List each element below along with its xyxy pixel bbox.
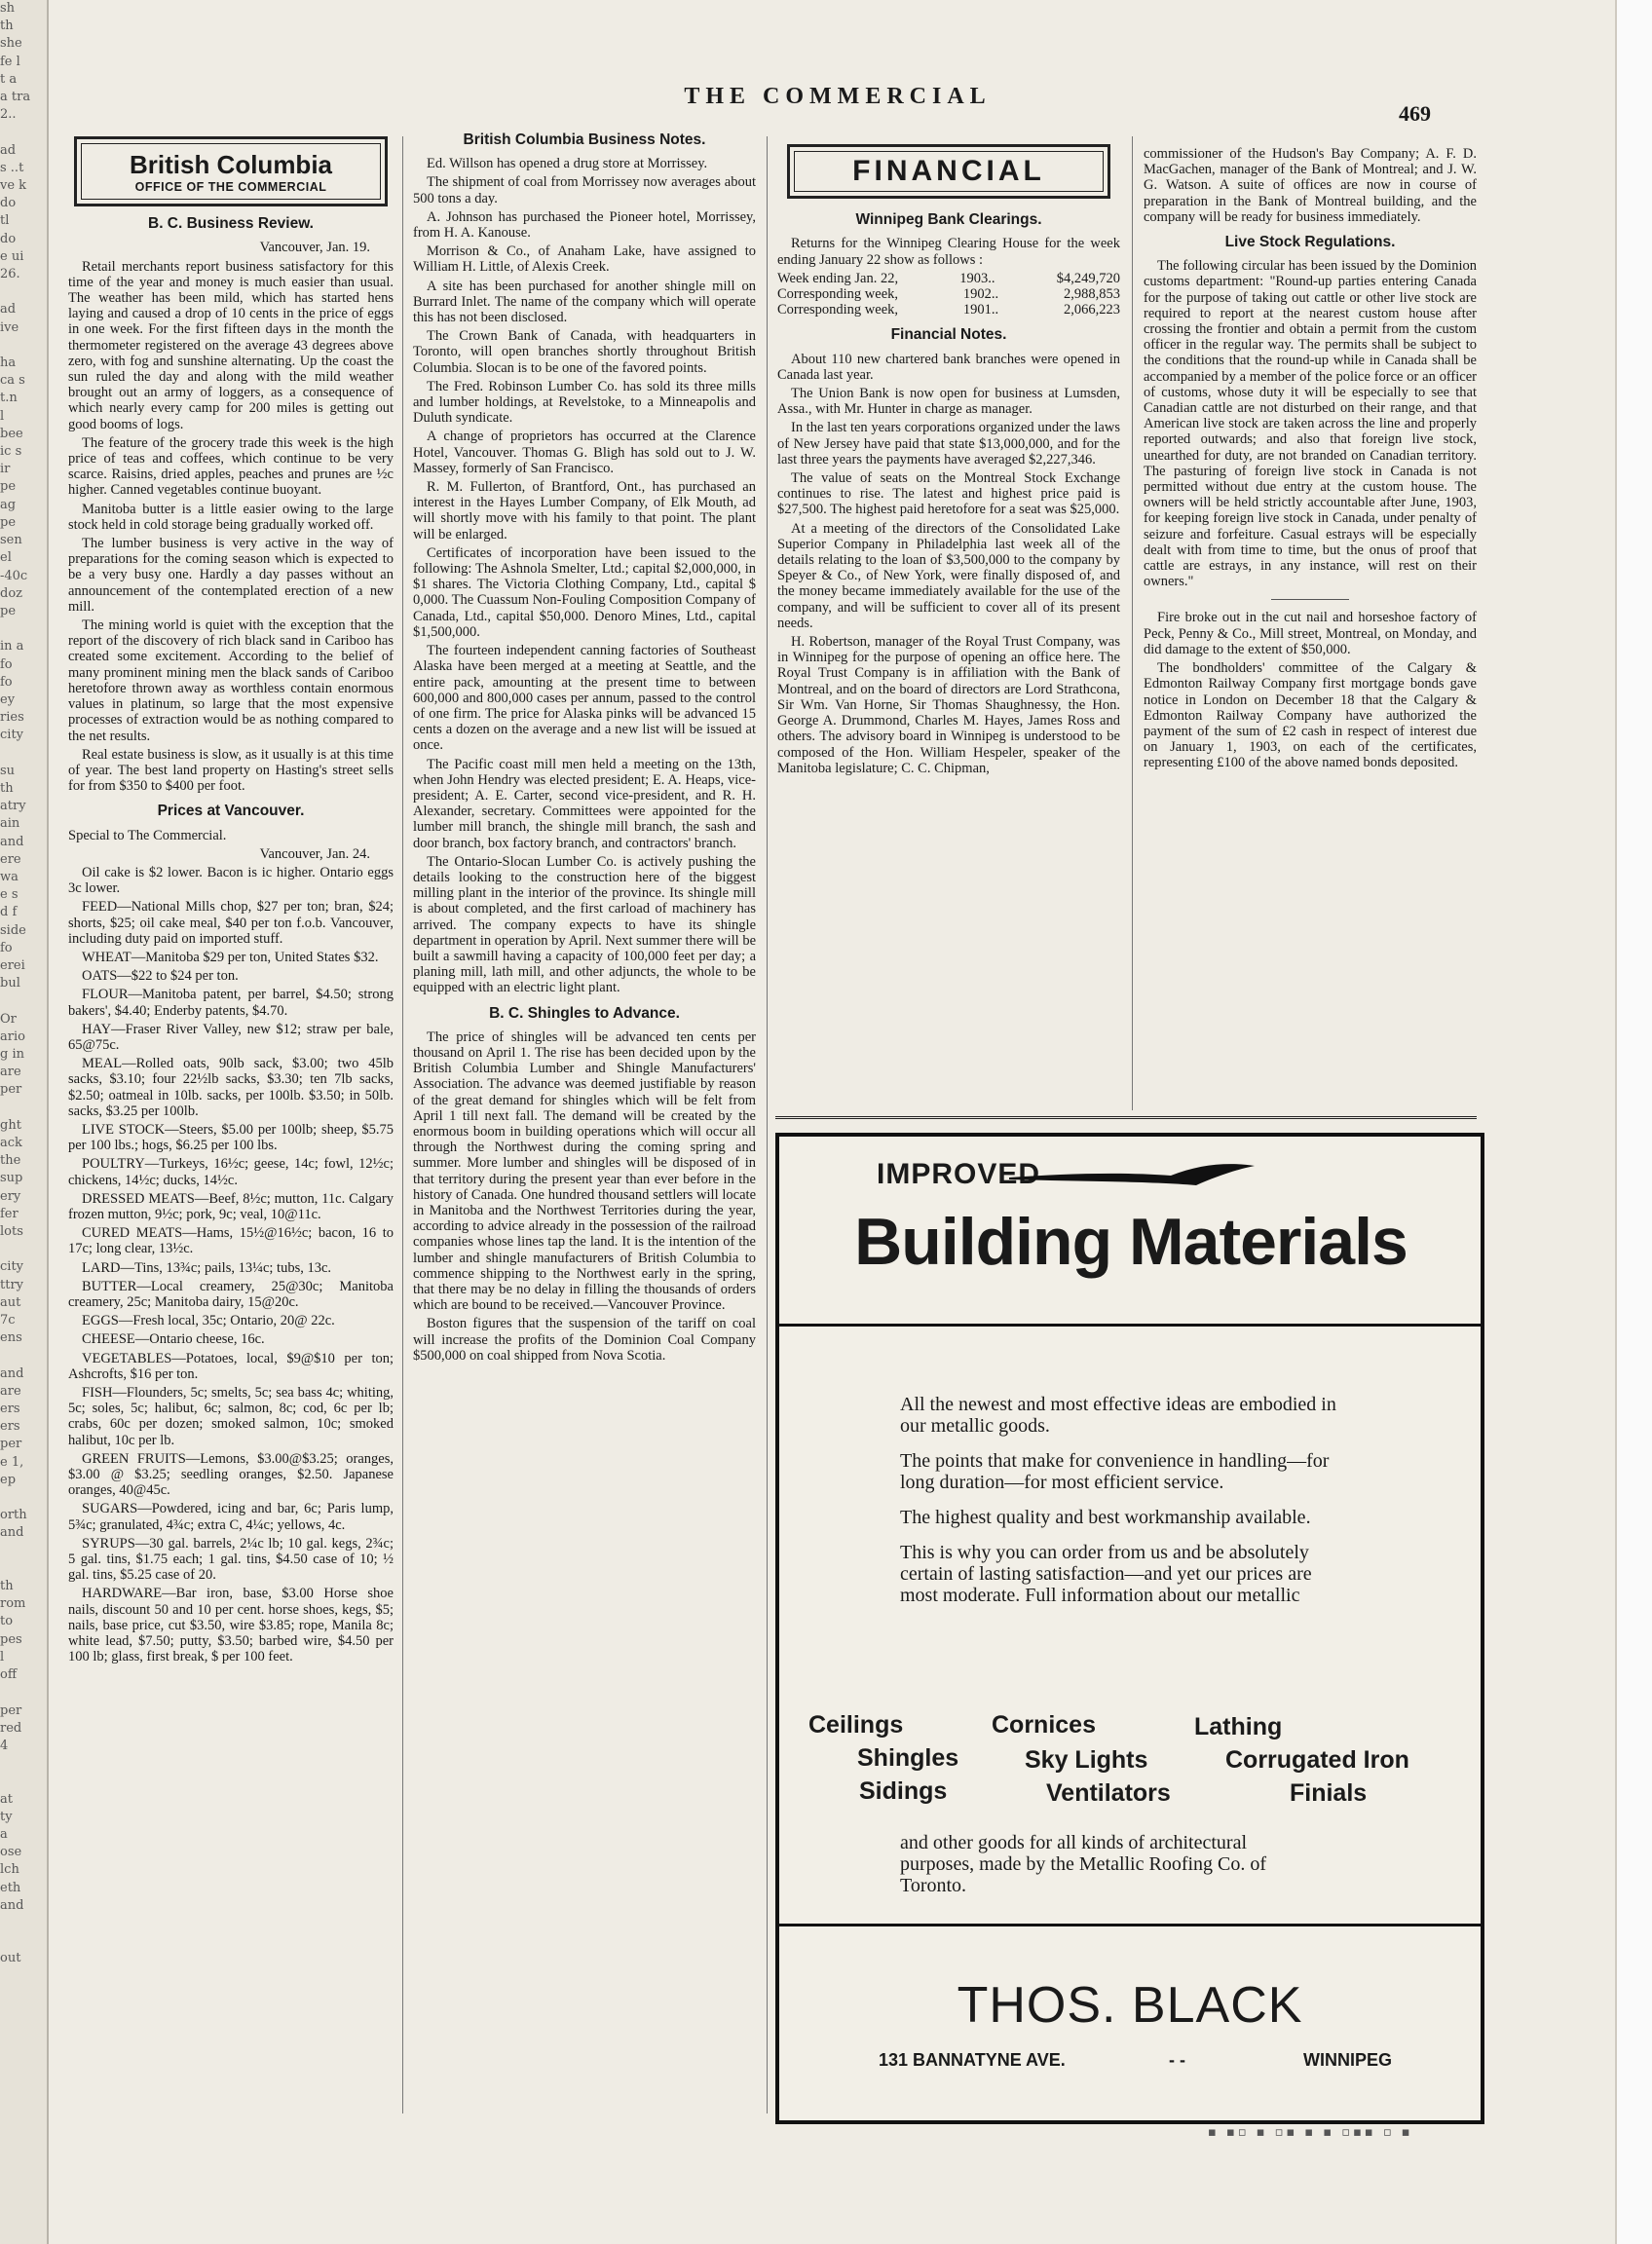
gutter-fragment: 26. bbox=[0, 267, 20, 282]
gutter-fragment: -40c bbox=[0, 568, 28, 583]
prices-dateline: Vancouver, Jan. 24. bbox=[259, 845, 370, 862]
ad-body-paragraph: All the newest and most effective ideas are embodied in our metallic goods. bbox=[900, 1394, 1336, 1437]
ad-body-paragraph: This is why you can order from us and be absolutely certain of lasting satisfaction—and yet our prices are most moderate. Full information about our metallic bbox=[900, 1542, 1312, 1606]
gutter-fragment bbox=[0, 337, 47, 355]
gutter-fragment: lch bbox=[0, 1862, 19, 1878]
gutter-fragment: and bbox=[0, 1365, 24, 1381]
british-columbia-box bbox=[74, 136, 388, 206]
gutter-fragment bbox=[0, 992, 47, 1010]
business-note: A site has been purchased for another shingle mill on Burrard Inlet. The name of the company which will operate this has not been disclosed. bbox=[413, 278, 756, 326]
price-entry: FEED—National Mills chop, $27 per ton; bran, $24; shorts, $25; oil cake meal, $40 per ton f.o.b. Vancouver, including duty paid on imported stuff. bbox=[68, 899, 394, 947]
column-1 bbox=[68, 136, 394, 1667]
gutter-fragment: pe bbox=[0, 514, 17, 530]
gutter-fragment: ack bbox=[0, 1136, 22, 1150]
section-divider bbox=[1271, 599, 1349, 600]
livestock-body bbox=[1144, 258, 1477, 589]
gutter-fragment: a bbox=[0, 1826, 8, 1842]
column-3 bbox=[777, 142, 1120, 779]
gutter-fragment: ad bbox=[0, 142, 17, 158]
gutter-fragment: pes bbox=[0, 1631, 22, 1647]
gutter-fragment: su bbox=[0, 763, 16, 778]
gutter-fragment: fo bbox=[0, 674, 13, 690]
gutter-fragment: sup bbox=[0, 1171, 23, 1186]
gutter-fragment bbox=[0, 1684, 47, 1702]
prices-special: Special to The Commercial. bbox=[68, 827, 227, 843]
review-paragraph: Manitoba butter is a little easier owing to the large stock held in cold storage being gradually worked off. bbox=[68, 501, 394, 533]
gutter-fragment bbox=[0, 1755, 47, 1773]
gutter-fragment: pe bbox=[0, 603, 17, 618]
adjacent-page-gutter bbox=[0, 0, 49, 2244]
clearings-amount: 2,066,223 bbox=[1064, 302, 1120, 318]
clearings-heading: Winnipeg Bank Clearings. bbox=[855, 211, 1042, 229]
review-paragraph: The lumber business is very active in the way of preparations for the coming season which is expected to be a very busy one. Hardly a day passes without an announcement of the contemplated erection of a new mill. bbox=[68, 536, 394, 615]
gutter-fragment: erei bbox=[0, 957, 25, 973]
gutter-fragment: ers bbox=[0, 1402, 20, 1417]
price-entry: LIVE STOCK—Steers, $5.00 per 100lb; sheep, $5.75 per 100 lbs.; hogs, $6.25 per 100 lbs. bbox=[68, 1121, 394, 1154]
bc-notes-heading: British Columbia Business Notes. bbox=[463, 131, 706, 148]
gutter-fragment: fo bbox=[0, 656, 13, 672]
product-ceilings: Ceilings bbox=[808, 1711, 904, 1739]
gutter-fragment: orth bbox=[0, 1508, 27, 1523]
price-entry: VEGETABLES—Potatoes, local, $9@$10 per ton; Ashcrofts, $16 per ton. bbox=[68, 1350, 394, 1382]
price-entry: FISH—Flounders, 5c; smelts, 5c; sea bass 4c; whiting, 5c; soles, 5c; halibut, 6c; salmon, 8c; cod, 6c per lb; crabs, 60c per dozen; smoked salmon, 10c; smoked halibut, 10c per lb. bbox=[68, 1385, 394, 1448]
price-entry: HAY—Fraser River Valley, new $12; straw per bale, 65@75c. bbox=[68, 1021, 394, 1053]
gutter-fragment: fo bbox=[0, 940, 13, 955]
clearings-amount: $4,249,720 bbox=[1056, 270, 1120, 286]
gutter-fragment: th bbox=[0, 1579, 14, 1594]
price-entry: WHEAT—Manitoba $29 per ton, United States $32. bbox=[82, 949, 379, 965]
box-title: British Columbia bbox=[129, 150, 332, 179]
ad-improved: IMPROVED bbox=[877, 1158, 1041, 1190]
business-note: The Fred. Robinson Lumber Co. has sold its three mills and lumber holdings, at Revelstoke, to a Minneapolis and Duluth syndicate. bbox=[413, 378, 756, 427]
gutter-fragment: ive bbox=[0, 319, 19, 335]
gutter-fragment: red bbox=[0, 1720, 22, 1736]
column-2 bbox=[413, 132, 756, 1366]
gutter-fragment bbox=[0, 745, 47, 763]
swoosh-ornament-icon bbox=[1005, 1160, 1258, 1195]
product-ventilators: Ventilators bbox=[1046, 1779, 1171, 1807]
financial-box bbox=[787, 144, 1110, 199]
gutter-fragment: ers bbox=[0, 1419, 20, 1435]
gutter-fragment: Or bbox=[0, 1011, 17, 1027]
price-entry: SYRUPS—30 gal. barrels, 2¼c lb; 10 gal. kegs, 2¾c; 5 gal. tins, $1.75 each; 1 gal. tins, $4.50 case of 10; ½ gal. tins, $5.25 case of 20. bbox=[68, 1535, 394, 1584]
ad-body-paragraph: The points that make for convenience in handling—for long duration—for most efficient service. bbox=[900, 1450, 1330, 1493]
column-rule bbox=[767, 136, 768, 2113]
fire-paragraph: Fire broke out in the cut nail and horseshoe factory of Peck, Penny & Co., Mill street, Montreal, on Monday, and did damage to the extent of $50,000. bbox=[1144, 610, 1477, 657]
shingles-paragraph: Boston figures that the suspension of the tariff on coal will increase the profits of the Dominion Coal Company $500,000 on coal shipped from Nova Scotia. bbox=[413, 1316, 756, 1364]
gutter-fragment: ario bbox=[0, 1028, 25, 1044]
gutter-fragment: bee bbox=[0, 426, 23, 441]
livestock-paragraph: The following circular has been issued by the Dominion customs department: "Round-up parties entering Canada for the purpose of taking out cattle or other live stock are required to report at the nearest custom house after crossing the frontier and obtain a permit from the custom officer in the regular way. The permits shall be subject to the conditions that the round-up while in Canada shall be accompanied by a member of the police force or an officer of customs, whose duty it will be especially to see that Canadian cattle are not disturbed on their range, and that American live stock are taken across the line and properly reported outwards; and also that foreign live stock, unearthed for duty, are not branded on Canadian territory. The pasturing of foreign live stock in Canada is not permitted without due entry at the custom house. The owners will be held strictly accountable after June, 1903, for keeping foreign live stock in Canada, under penalty of seizure and forfeiture. Casual estrays will be especially dealt with from time to time, but the onus of proof that cattle are estrays, in any instance, will rest on their owners." bbox=[1144, 258, 1477, 590]
financial-note: In the last ten years corporations organized under the laws of New Jersey have paid that state $13,000,000, and for the last three years the payments have averaged $2,227,346. bbox=[777, 420, 1120, 468]
price-entry: Oil cake is $2 lower. Bacon is ic higher. Ontario eggs 3c lower. bbox=[68, 864, 394, 897]
price-entry: CHEESE—Ontario cheese, 16c. bbox=[82, 1331, 265, 1348]
business-review-body bbox=[68, 259, 394, 795]
review-paragraph: Retail merchants report business satisfactory for this time of the year and money is much easier than usual. The weather has been mild, which has started hens laying and caused a drop of 10 cents in the price of eggs in one week. For the first fifteen days in the month the thermometer registered on the average 43 degrees above zero, with fog and sunshine alternating. Up the coast the sun ruled the day and along with the mild weather brought out an army of loggers, as a consequence of which nearly every camp for 200 miles is getting out good booms of logs. bbox=[68, 258, 394, 432]
column-rule bbox=[402, 136, 403, 2113]
gutter-fragment: 7c bbox=[0, 1313, 16, 1328]
gutter-fragment: per bbox=[0, 1082, 22, 1098]
financial-title: FINANCIAL bbox=[794, 151, 1104, 192]
product-lathing: Lathing bbox=[1194, 1713, 1283, 1740]
gutter-fragment bbox=[0, 1241, 47, 1258]
review-dateline: Vancouver, Jan. 19. bbox=[259, 240, 370, 256]
business-note: The fourteen independent canning factories of Southeast Alaska have been merged at a meeting at Seattle, and the entire pack, amounting at the present time to between 600,000 and 800,000 cases per annum, passed to the control of one firm. The price for Alaska pinks will be advanced 15 cents a dozen on the average and a new list will be issued at once. bbox=[413, 643, 756, 754]
gutter-fragment: ca s bbox=[0, 373, 25, 389]
clearings-label: Week ending Jan. 22, bbox=[777, 270, 899, 286]
gutter-fragment: ries bbox=[0, 710, 24, 726]
gutter-fragment: ose bbox=[0, 1845, 22, 1860]
product-finials: Finials bbox=[1290, 1779, 1368, 1807]
price-entry: SUGARS—Powdered, icing and bar, 6c; Paris lump, 5¾c; granulated, 4¾c; extra C, 4¼c; yellows, 4c. bbox=[68, 1501, 394, 1533]
business-note: The Ontario-Slocan Lumber Co. is actively pushing the details looking to the construction here of the biggest milling plant in the interior of the province. Its shingle mill is about completed, and the first carload of machinery has arrived. The company expects to have its shingle department in operation by April. Next summer there will be built a sawmill having a capacity of 100,000 feet per day; a planing mill, lath mill, and other adjuncts, the whole to be equipped with an electric light plant. bbox=[413, 853, 756, 996]
gutter-fragment: wa bbox=[0, 869, 19, 884]
gutter-fragment: tl bbox=[0, 213, 10, 229]
gutter-fragment: l bbox=[0, 408, 5, 424]
price-entry: FLOUR—Manitoba patent, per barrel, $4.50; strong bakers', $4.40; Enderby patents, $4.70. bbox=[68, 987, 394, 1019]
gutter-fragment: fer bbox=[0, 1206, 19, 1221]
gutter-fragment: and bbox=[0, 1897, 24, 1913]
price-entry: LARD—Tins, 13¾c; pails, 13¼c; tubs, 13c. bbox=[82, 1259, 332, 1276]
price-entry: CURED MEATS—Hams, 15½@16½c; bacon, 16 to 17c; long clear, 13½c. bbox=[68, 1225, 394, 1257]
gutter-fragment: eth bbox=[0, 1880, 21, 1895]
gutter-fragment: d f bbox=[0, 905, 18, 920]
gutter-fragment: aut bbox=[0, 1294, 21, 1310]
print-smudge: ▪ ▪▫ ▪ ▫▪ ▪ ▪ ▫▪▪ ▫ ▪ bbox=[1208, 2125, 1413, 2140]
gutter-fragment: ir bbox=[0, 462, 11, 477]
gutter-fragment: ght bbox=[0, 1117, 21, 1133]
gutter-fragment: ad bbox=[0, 302, 17, 318]
gutter-fragment: th bbox=[0, 780, 14, 796]
gutter-fragment: t.n bbox=[0, 391, 18, 406]
shingles-body bbox=[413, 1029, 756, 1364]
business-note: The shipment of coal from Morrissey now averages about 500 tons a day. bbox=[413, 174, 756, 206]
gutter-fragment bbox=[0, 283, 47, 301]
gutter-fragment: ve k bbox=[0, 178, 27, 194]
business-note: A. Johnson has purchased the Pioneer hotel, Morrissey, from H. A. Kanouse. bbox=[413, 208, 756, 242]
advertiser-address: 131 BANNATYNE AVE. bbox=[879, 2050, 1066, 2070]
gutter-fragment: e s bbox=[0, 887, 19, 903]
gutter-fragment: fe l bbox=[0, 54, 20, 69]
financial-notes-heading: Financial Notes. bbox=[890, 326, 1007, 344]
gutter-fragment: ey bbox=[0, 692, 16, 707]
gutter-fragment bbox=[0, 1100, 47, 1117]
review-paragraph: Real estate business is slow, as it usually is at this time of year. The best land property on Hasting's street sells for from $350 to $400 per foot. bbox=[68, 746, 394, 795]
clearings-year: 1901.. bbox=[962, 302, 999, 318]
gutter-fragment: ep bbox=[0, 1472, 17, 1487]
financial-notes-body bbox=[777, 352, 1120, 776]
gutter-fragment: doz bbox=[0, 585, 22, 601]
gutter-fragment: e 1, bbox=[0, 1454, 24, 1470]
product-sky-lights: Sky Lights bbox=[1025, 1746, 1148, 1774]
financial-note: H. Robertson, manager of the Royal Trust Company, was in Winnipeg for the purpose of opening an office here. The Royal Trust Company is in affiliation with the Bank of Montreal, and on the board of directors are Lord Strathcona, Sir Wm. Van Horne, Sir Thomas Shaughnessy, the Hon. George A. Drummond, Charles M. Hayes, James Ross and others. The advisory board in Winnipeg is understood to be composed of the Hon. William Hespeler, speaker of the Manitoba legislature; C. C. Chipman, bbox=[777, 634, 1120, 776]
clearings-label: Corresponding week, bbox=[777, 302, 899, 318]
gutter-fragment bbox=[0, 1932, 47, 1950]
ad-body-paragraph: The highest quality and best workmanship available. bbox=[900, 1507, 1311, 1528]
business-review-heading: B. C. Business Review. bbox=[148, 215, 314, 233]
product-cornices: Cornices bbox=[992, 1711, 1096, 1739]
address-dashes: - - bbox=[1169, 2050, 1185, 2070]
price-entry: POULTRY—Turkeys, 16½c; geese, 14c; fowl, 12½c; chickens, 14½c; ducks, 14½c. bbox=[68, 1156, 394, 1188]
gutter-fragment: are bbox=[0, 1065, 21, 1080]
gutter-fragment: out bbox=[0, 1951, 21, 1966]
gutter-fragment: the bbox=[0, 1153, 21, 1169]
box-subtitle: OFFICE OF THE COMMERCIAL bbox=[134, 180, 327, 194]
business-note: Morrison & Co., of Anaham Lake, have assigned to William H. Little, of Alexis Creek. bbox=[413, 243, 756, 276]
price-entry: HARDWARE—Bar iron, base, $3.00 Horse shoe nails, discount 50 and 10 per cent. horse shoes, kegs, $5; nails, base price, cut $3.50, wire $3.85; rope, Manila 8c; white lead, $7.50; putty, $3.50; barbed wire, $4.50 per 100 lb; glass, first break, $ per 100 feet. bbox=[68, 1586, 394, 1665]
gutter-fragment: do bbox=[0, 196, 17, 211]
clearings-row bbox=[777, 286, 1120, 302]
running-title: THE COMMERCIAL bbox=[684, 84, 992, 109]
gutter-fragment: ic s bbox=[0, 444, 22, 460]
gutter-fragment bbox=[0, 124, 47, 141]
clearings-label: Corresponding week, bbox=[777, 286, 899, 303]
ad-divider-bottom bbox=[779, 1924, 1481, 1926]
column-rule bbox=[1132, 136, 1133, 1110]
business-note: R. M. Fullerton, of Brantford, Ont., has purchased an interest in the Hayes Lumber Company, of Elk Mouth, ad will shortly move with his family to that point. The plant will be enlarged. bbox=[413, 479, 756, 542]
gutter-fragment: g in bbox=[0, 1046, 24, 1062]
gutter-fragment: ere bbox=[0, 851, 21, 867]
business-note: The Pacific coast mill men held a meeting on the 13th, when John Hendry was elected president; E. A. Heaps, vice-president; A. E. Carter, second vice-president, and R. H. Alexander, secretary. Committees were appointed for the lumber mill branch, the shingle mill branch, the sash and door branch, box factory branch, and contractors' branch. bbox=[413, 756, 756, 851]
financial-note: About 110 new chartered bank branches were opened in Canada last year. bbox=[777, 351, 1120, 383]
gutter-fragment bbox=[0, 620, 47, 638]
gutter-fragment: el bbox=[0, 550, 12, 566]
gutter-fragment bbox=[0, 1489, 47, 1507]
product-corrugated-iron: Corrugated Iron bbox=[1225, 1746, 1409, 1774]
business-note: Ed. Willson has opened a drug store at Morrissey. bbox=[427, 156, 708, 172]
gutter-fragment: ain bbox=[0, 816, 20, 832]
gutter-fragment: sh bbox=[0, 1, 16, 16]
gutter-fragment: ag bbox=[0, 497, 17, 512]
continued-paragraph: commissioner of the Hudson's Bay Company; A. F. D. MacGachen, manager of the Bank of Montreal; and J. W. G. Watson. A suite of offices are now in course of preparation in the Bank of Montreal building, and the company will be ready for business immediately. bbox=[1144, 146, 1477, 225]
column-4 bbox=[1144, 146, 1477, 774]
shingles-paragraph: The price of shingles will be advanced ten cents per thousand on April 1. The rise has been decided upon by the British Columbia Lumber and Shingle Manufacturers' Association. The advance was deemed justifiable by reason of the great demand for shingles which will be felt from April 1 till next fall. The demand will be created by the enormous boom in building operations which will occur all through the Northwest during the coming spring and summer. More lumber and shingles will be disposed of in that territory during the present year than ever before in the history of Canada. One hundred thousand settlers will locate in Manitoba and the Northwest Territories during the year, according to advice already in the possession of the railroad companies whose lines tap the land. It is the intention of the lumber and shingle manufacturers of British Columbia to commence shipping to the Northwest early in the spring, that there may be no delay in filling the thousands of orders which are bound to be received.—Vancouver Province. bbox=[413, 1028, 756, 1314]
ad-top-rule bbox=[775, 1116, 1477, 1119]
gutter-fragment: a tra bbox=[0, 90, 31, 105]
bonds-paragraph: The bondholders' committee of the Calgary & Edmonton Railway Company first mortgage bonds gave notice in London on December 18 that the Calgary & Edmonton Railway Company have authorized the payment of the sum of £2 cash in respect of interest due on January 1, 1903, on each of the certificates, representing £100 of the above named bonds deposited. bbox=[1144, 660, 1477, 771]
gutter-fragment: pe bbox=[0, 479, 17, 495]
shingles-heading: B. C. Shingles to Advance. bbox=[489, 1004, 680, 1022]
gutter-fragment: atry bbox=[0, 799, 26, 814]
ad-headline: Building Materials bbox=[854, 1205, 1408, 1279]
clearings-amount: 2,988,853 bbox=[1064, 286, 1120, 303]
clearings-year: 1903.. bbox=[959, 270, 995, 286]
price-entry: MEAL—Rolled oats, 90lb sack, $3.00; two 45lb sacks, $3.10; four 22½lb sacks, $3.30; ten 7lb sacks, $2.50; oatmeal in 10lb. sacks, per 100lb. $3.50; in 50lb. sacks, $3.25 per 100lb. bbox=[68, 1056, 394, 1119]
gutter-fragment: do bbox=[0, 231, 17, 246]
price-entry: GREEN FRUITS—Lemons, $3.00@$3.25; oranges, $3.00 @ $3.25; seedling oranges, $2.50. Japanese oranges, 40@45c. bbox=[68, 1450, 394, 1499]
clearings-year: 1902.. bbox=[962, 286, 999, 303]
price-entry: EGGS—Fresh local, 35c; Ontario, 20@ 22c. bbox=[82, 1313, 335, 1329]
gutter-fragment bbox=[0, 1773, 47, 1790]
livestock-heading: Live Stock Regulations. bbox=[1224, 234, 1396, 251]
gutter-fragment: ens bbox=[0, 1330, 22, 1346]
gutter-fragment: and bbox=[0, 834, 24, 849]
gutter-fragment: ha bbox=[0, 355, 17, 371]
gutter-fragment: lots bbox=[0, 1224, 23, 1240]
gutter-fragment bbox=[0, 1915, 47, 1932]
gutter-fragment: she bbox=[0, 36, 22, 52]
building-materials-advertisement bbox=[775, 1133, 1484, 2124]
clearings-intro: Returns for the Winnipeg Clearing House for the week ending January 22 show as follows : bbox=[777, 236, 1120, 268]
review-paragraph: The feature of the grocery trade this week is the high price of teas and coffees, which continue to be very scarce. Raisins, dried apples, peaches and prunes are ½c higher. Canned vegetables continue buoyant. bbox=[68, 434, 394, 499]
business-note: A change of proprietors has occurred at the Clarence Hotel, Vancouver. Thomas G. Bligh has sold out to J. W. Massey, formerly of San Francisco. bbox=[413, 429, 756, 476]
advertiser-name: THOS. BLACK bbox=[957, 1977, 1303, 2034]
gutter-fragment: ery bbox=[0, 1188, 21, 1204]
clearings-row bbox=[777, 302, 1120, 318]
gutter-fragment: 2.. bbox=[0, 107, 17, 123]
gutter-fragment bbox=[0, 1543, 47, 1560]
gutter-fragment: city bbox=[0, 1259, 24, 1275]
gutter-fragment: l bbox=[0, 1649, 5, 1664]
gutter-fragment: rom bbox=[0, 1596, 26, 1612]
prices-list bbox=[68, 865, 394, 1665]
gutter-fragment: s ..t bbox=[0, 160, 24, 175]
business-note: Certificates of incorporation have been issued to the following: The Ashnola Smelter, Ltd.; capital $2,000,000, in $1 shares. The Victoria Clothing Company, Ltd., capital $ 0,000. The Cuassum Non-Fouling Composition Company of Canada, Ltd., capital $50,000. Denoro Mines, Ltd., capital $1,500,000. bbox=[413, 544, 756, 640]
gutter-fragment: ty bbox=[0, 1809, 13, 1824]
ad-divider-top bbox=[779, 1324, 1481, 1327]
page-number: 469 bbox=[1399, 101, 1431, 126]
gutter-fragment: and bbox=[0, 1525, 24, 1541]
price-entry: OATS—$22 to $24 per ton. bbox=[82, 968, 239, 985]
gutter-fragment: per bbox=[0, 1437, 22, 1452]
gutter-fragment: e ui bbox=[0, 248, 24, 264]
gutter-fragment: t a bbox=[0, 71, 18, 87]
business-note: The Crown Bank of Canada, with headquarters in Toronto, will open branches shortly throughout British Columbia. Slocan is to be one of the favored points. bbox=[413, 328, 756, 376]
prices-heading: Prices at Vancouver. bbox=[157, 803, 305, 820]
advertiser-city: WINNIPEG bbox=[1303, 2050, 1393, 2070]
review-paragraph: The mining world is quiet with the exception that the report of the discovery of rich black sand in Cariboo has created some excitement. According to the belief of many prominent mining men the black sands of Cariboo heretofore thrown away as worthless contain enormous values in platinum, so large that the most expensive processes of extraction would be as nothing compared to the net results. bbox=[68, 617, 394, 744]
financial-note: At a meeting of the directors of the Consolidated Lake Superior Company in Philadelphia last week all of the details relating to the loan of $3,500,000 to the company by Speyer & Co., of New York, were finally disposed of, and the money became immediately available for the use of the company, and will be sufficient to cover all of its present needs. bbox=[777, 520, 1120, 631]
gutter-fragment: city bbox=[0, 728, 24, 743]
product-sidings: Sidings bbox=[859, 1777, 948, 1805]
gutter-fragment: side bbox=[0, 922, 26, 938]
gutter-fragment: at bbox=[0, 1791, 13, 1807]
price-entry: DRESSED MEATS—Beef, 8½c; mutton, 11c. Calgary frozen mutton, 9½c; pork, 9c; veal, 10@11c. bbox=[68, 1190, 394, 1222]
gutter-fragment: sen bbox=[0, 533, 22, 548]
financial-note: The Union Bank is now open for business at Lumsden, Assa., with Mr. Hunter in charge as manager. bbox=[777, 386, 1120, 418]
gutter-fragment: off bbox=[0, 1667, 18, 1683]
bc-notes-body bbox=[413, 156, 756, 995]
ad-closing: and other goods for all kinds of architectural purposes, made by the Metallic Roofing Co. of Toronto. bbox=[900, 1832, 1267, 1896]
gutter-fragment: 4 bbox=[0, 1738, 9, 1753]
gutter-fragment bbox=[0, 1347, 47, 1365]
clearings-row bbox=[777, 271, 1120, 286]
gutter-fragment: th bbox=[0, 19, 14, 34]
gutter-fragment: bul bbox=[0, 976, 20, 991]
price-entry: BUTTER—Local creamery, 25@30c; Manitoba creamery, 25c; Manitoba dairy, 15@20c. bbox=[68, 1278, 394, 1310]
financial-note: The value of seats on the Montreal Stock Exchange continues to rise. The latest and highest price paid is $27,500. The highest paid heretofore for a seat was $25,000. bbox=[777, 470, 1120, 518]
gutter-fragment: per bbox=[0, 1702, 22, 1718]
clearings-table bbox=[777, 271, 1120, 318]
product-shingles: Shingles bbox=[857, 1744, 959, 1772]
gutter-fragment: to bbox=[0, 1614, 14, 1629]
gutter-fragment: are bbox=[0, 1383, 21, 1399]
gutter-fragment: ttry bbox=[0, 1277, 24, 1292]
gutter-fragment: in a bbox=[0, 639, 24, 654]
gutter-fragment bbox=[0, 1560, 47, 1578]
page-right-edge bbox=[1615, 0, 1652, 2244]
ad-body bbox=[900, 1394, 1352, 1620]
